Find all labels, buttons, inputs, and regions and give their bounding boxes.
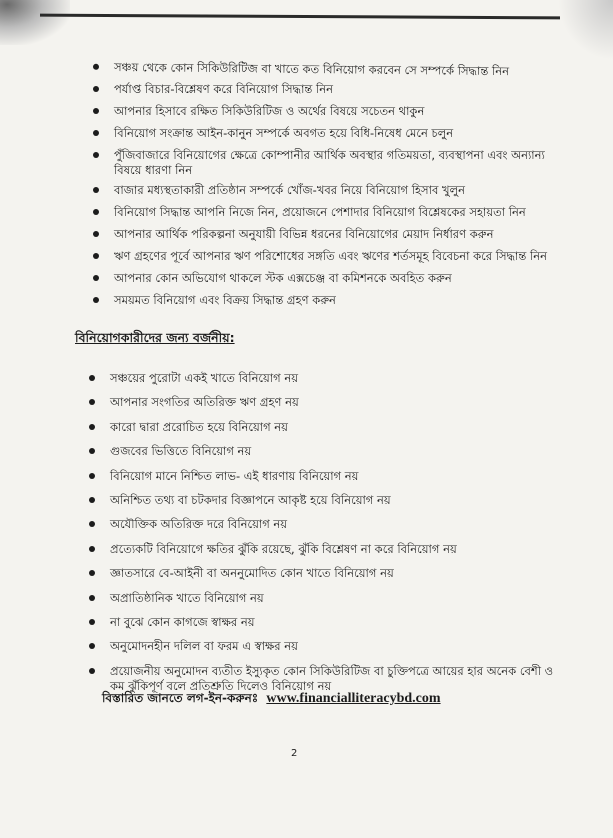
bullet-icon [89,668,95,674]
bullet-icon [89,473,95,479]
list-item: সঞ্চয় থেকে কোন সিকিউরিটিজ বা খাতে কত বিনিয়োগ করবেন সে সম্পর্কে সিদ্ধান্ত নিন [114,60,554,80]
list-item: আপনার আর্থিক পরিকল্পনা অনুযায়ী বিভিন্ন ধরনের বিনিয়োগের মেয়াদ নির্ধারণ করুন [114,227,554,242]
bullet-icon [89,570,95,576]
scan-artifact [558,0,613,60]
bullet-icon [93,130,99,136]
list-item: অপ্রাতিষ্ঠানিক খাতে বিনিয়োগ নয় [110,591,565,606]
footer-line [102,690,441,710]
bullet-icon [93,253,99,259]
bullet-icon [93,108,99,114]
list-item: বিনিয়োগ সংক্রান্ত আইন-কানুন সম্পর্কে অবগত হয়ে বিধি-নিষেধ মেনে চলুন [114,126,554,141]
bullet-icon [93,152,99,158]
bullet-icon [89,595,95,601]
bullet-icon [93,64,99,70]
list-item: সঞ্চয়ের পুরোটা একই খাতে বিনিয়োগ নয় [110,371,565,386]
bullet-icon [89,643,95,649]
bullet-icon [93,231,99,237]
page-number: 2 [291,748,298,759]
list-item: কারো দ্বারা প্ররোচিত হয়ে বিনিয়োগ নয় [110,420,565,435]
list-item: ঋণ গ্রহণের পূর্বে আপনার ঋণ পরিশোধের সঙ্গতি এবং ঋণের শর্তসমূহ বিবেচনা করে সিদ্ধান্ত নিন [114,249,554,264]
bullet-icon [93,86,99,92]
bullet-icon [89,424,95,430]
list-item: আপনার কোন অভিযোগ থাকলে স্টক এক্সচেঞ্জ বা কমিশনকে অবহিত করুন [114,271,554,286]
list-item: বিনিয়োগ মানে নিশ্চিত লাভ- এই ধারণায় বিনিয়োগ নয় [110,469,565,484]
header-rule [40,14,560,20]
bullet-icon [89,497,95,503]
list-item: অনিশ্চিত তথ্য বা চটকদার বিজ্ঞাপনে আকৃষ্ট হয়ে বিনিয়োগ নয় [110,493,565,508]
footer-prefix: বিস্তারিত জানতে লগ-ইন-করুনঃ [102,691,259,705]
scan-artifact [0,0,70,45]
guidelines-list [114,60,554,315]
list-item: আপনার হিসাবে রক্ষিত সিকিউরিটিজ ও অর্থের বিষয়ে সচেতন থাকুন [114,104,554,119]
bullet-icon [89,375,95,381]
section-heading: বিনিয়োগকারীদের জন্য বর্জনীয়: [75,330,235,345]
bullet-icon [93,297,99,303]
avoid-list [110,371,565,703]
bullet-icon [89,448,95,454]
list-item: পুঁজিবাজারে বিনিয়োগের ক্ষেত্রে কোম্পানীর আর্থিক অবস্থার গতিময়তা, ব্যবস্থাপনা এবং অন্যান্য বিষয়ে ধারণা নিন [114,148,554,178]
list-item: না বুঝে কোন কাগজে স্বাক্ষর নয় [110,615,565,630]
bullet-icon [89,619,95,625]
bullet-icon [93,275,99,281]
website-link[interactable]: www.financialliteracybd.com [266,691,441,706]
list-item: বিনিয়োগ সিদ্ধান্ত আপনি নিজে নিন, প্রয়োজনে পেশাদার বিনিয়োগ বিশ্লেষকের সহায়তা নিন [114,205,554,220]
list-item: পর্যাপ্ত বিচার-বিশ্লেষণ করে বিনিয়োগ সিদ্ধান্ত নিন [114,82,554,97]
bullet-icon [93,187,99,193]
list-item: সময়মত বিনিয়োগ এবং বিক্রয় সিদ্ধান্ত গ্রহণ করুন [114,293,554,308]
list-item: প্রত্যেকটি বিনিয়োগে ক্ষতির ঝুঁকি রয়েছে, ঝুঁকি বিশ্লেষণ না করে বিনিয়োগ নয় [110,542,565,557]
list-item: অযৌক্তিক অতিরিক্ত দরে বিনিয়োগ নয় [110,517,565,532]
list-item: গুজবের ভিত্তিতে বিনিয়োগ নয় [110,444,565,459]
bullet-icon [89,399,95,405]
list-item: বাজার মধ্যস্থতাকারী প্রতিষ্ঠান সম্পর্কে খোঁজ-খবর নিয়ে বিনিয়োগ হিসাব খুলুন [114,183,554,198]
bullet-icon [93,209,99,215]
bullet-icon [89,546,95,552]
list-item: আপনার সংগতির অতিরিক্ত ঋণ গ্রহণ নয় [110,395,565,410]
list-item: জ্ঞাতসারে বে-আইনী বা অননুমোদিত কোন খাতে বিনিয়োগ নয় [110,566,565,581]
bullet-icon [89,521,95,527]
list-item: প্রয়োজনীয় অনুমোদন ব্যতীত ইস্যুকৃত কোন সিকিউরিটিজ বা চুক্তিপত্রে আয়ের হার অনেক বেশী ও কম ঝুঁকিপূর্ণ বলে প্রতিশ্রুতি দিলেও বিনিয়োগ নয় [110,664,565,694]
list-item: অনুমোদনহীন দলিল বা ফরম এ স্বাক্ষর নয় [110,639,565,654]
